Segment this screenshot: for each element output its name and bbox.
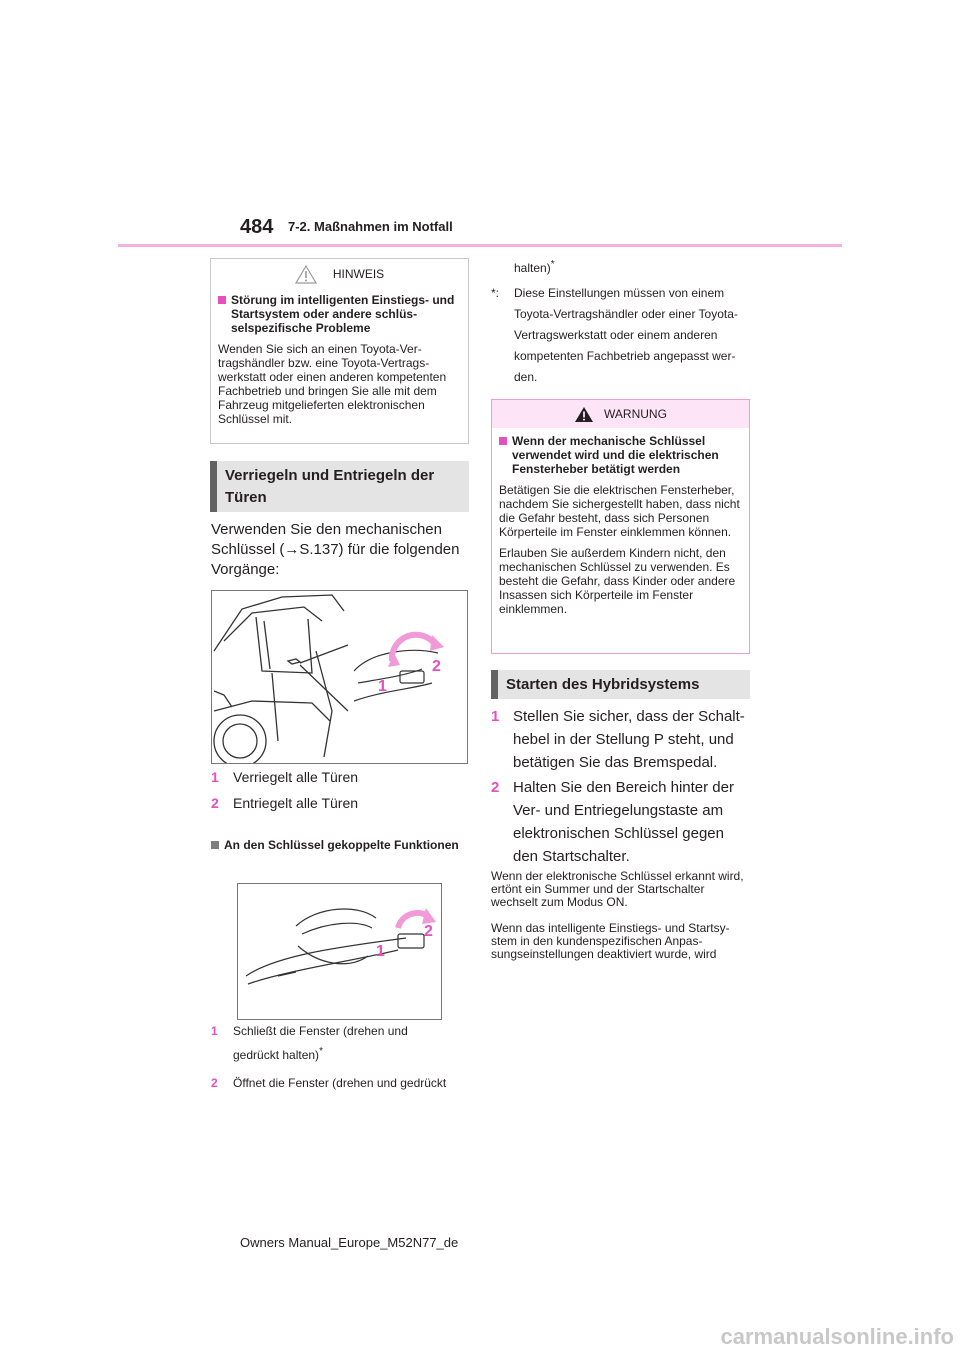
watermark: carmanualsonline.info — [720, 1324, 954, 1349]
item-number: 1 — [211, 1024, 218, 1038]
bullet-square-icon — [218, 296, 226, 304]
list-item — [211, 793, 358, 813]
item-number: 2 — [211, 795, 219, 811]
subheading-key-functions — [211, 838, 465, 852]
section-heading-hybrid: Starten des Hybridsystems — [491, 670, 750, 699]
notice-title — [218, 293, 461, 335]
item-text-cont: gedrückt halten) — [233, 1048, 320, 1062]
section-header: 7-2. Maßnahmen im Notfall — [288, 219, 453, 234]
item-number: 1 — [211, 769, 219, 785]
footnote-mark: * — [319, 1046, 323, 1057]
warning-header — [492, 400, 749, 428]
step-text: Halten Sie den Bereich hinter der Ver- und Entriegelungstaste am elektronischen Schlüssel gegen den Startschalter. — [513, 779, 734, 865]
item-number: 2 — [211, 1076, 218, 1090]
figure2-label-2: 2 — [424, 923, 433, 940]
list-item — [211, 1073, 459, 1093]
footnote-text: Diese Einstellungen müssen von einem Toyota-Vertragshändler oder einer Toyota-Vertragswerkstatt oder einem anderen kompetenten Fachbetrieb angepasst werden. — [514, 286, 738, 384]
item-text: Öffnet die Fenster (drehen und gedrückt — [233, 1076, 447, 1090]
step-text: Stellen Sie sicher, dass der Schalthebel in der Stellung P steht, und betätigen Sie das Bremspedal. — [513, 708, 745, 771]
warning-text: Betätigen Sie die elektrischen Fensterheber, nachdem Sie sichergestellt haben, dass nicht die Gefahr besteht, dass sich Personen Körperteile im Fenster einklemmen können. — [499, 483, 740, 539]
figure2-label-1: 1 — [376, 943, 385, 960]
item-text: Schließt die Fenster (drehen und — [233, 1024, 408, 1038]
warning-title — [499, 434, 742, 476]
notice-header — [218, 259, 461, 289]
step-item — [491, 705, 746, 774]
subheading-text: An den Schlüssel gekoppelte Funktionen — [224, 838, 459, 852]
section-heading-doors: Verriegeln und Entriegeln der Türen — [210, 461, 469, 512]
footnote-mark: * — [550, 259, 555, 270]
step-number: 2 — [491, 779, 500, 796]
info-paragraph: Wenn das intelligente Einstiegs- und Startsystem in den kundenspezifischen Anpassungseinstellungen deaktiviert wurde, wird — [491, 921, 730, 961]
footer-text: Owners Manual_Europe_M52N77_de — [240, 1235, 459, 1250]
list-item — [211, 767, 358, 787]
warning-title-text: Wenn der mechanische Schlüssel verwendet wird und die elektrischen Fensterheber betätigt werden — [512, 434, 719, 476]
intro-text: Verwenden Sie den mechanischen Schlüssel (→S.137) für die folgenden Vorgänge: — [211, 521, 460, 578]
figure1-label-1: 1 — [378, 678, 387, 695]
continued-text — [514, 255, 555, 278]
door-handle-illustration — [237, 883, 442, 1020]
car-door-drawing — [212, 591, 467, 763]
bullet-square-icon — [211, 841, 219, 849]
notice-box — [210, 258, 469, 444]
warning-text: Erlauben Sie außerdem Kindern nicht, den mechanischen Schlüssel zu verwenden. Es besteht die Gefahr, dass Kinder oder andere Insassen sich Körperteile im Fenster einklemmen. — [499, 546, 736, 616]
step-number: 1 — [491, 708, 500, 725]
bullet-square-icon — [499, 437, 507, 445]
warning-icon — [574, 406, 594, 423]
figure1-label-2: 2 — [432, 658, 441, 675]
door-handle-drawing — [238, 884, 441, 1019]
item-text: Entriegelt alle Türen — [233, 795, 359, 811]
warning-box — [491, 399, 750, 654]
list-item — [211, 1021, 459, 1065]
footnote-marker: *: — [491, 286, 500, 300]
warning-label: WARNUNG — [604, 407, 667, 421]
footnote — [491, 283, 747, 388]
notice-label: HINWEIS — [332, 267, 385, 281]
item-text: Verriegelt alle Türen — [233, 769, 359, 785]
continued-text-value: halten) — [514, 261, 551, 275]
car-door-illustration — [211, 590, 468, 764]
header-rule — [118, 244, 842, 247]
notice-text: Wenden Sie sich an einen Toyota-Vertragshändler bzw. eine Toyota-Vertragswerkstatt oder einen anderen kompetenten Fachbetrieb und bringen Sie alle mit dem Fahrzeug mitgelieferten elektronischen Schlüssel mit. — [218, 342, 447, 426]
page-number: 484 — [240, 216, 274, 238]
step-item — [491, 776, 746, 868]
caution-icon — [295, 265, 317, 284]
notice-title-text: Störung im intelligenten Einstiegs- und Startsystem oder andere schlüsselspezifische Probleme — [231, 293, 455, 335]
info-paragraph: Wenn der elektronische Schlüssel erkannt wird, ertönt ein Summer und der Startschalter wechselt zum Modus ON. — [491, 869, 744, 909]
